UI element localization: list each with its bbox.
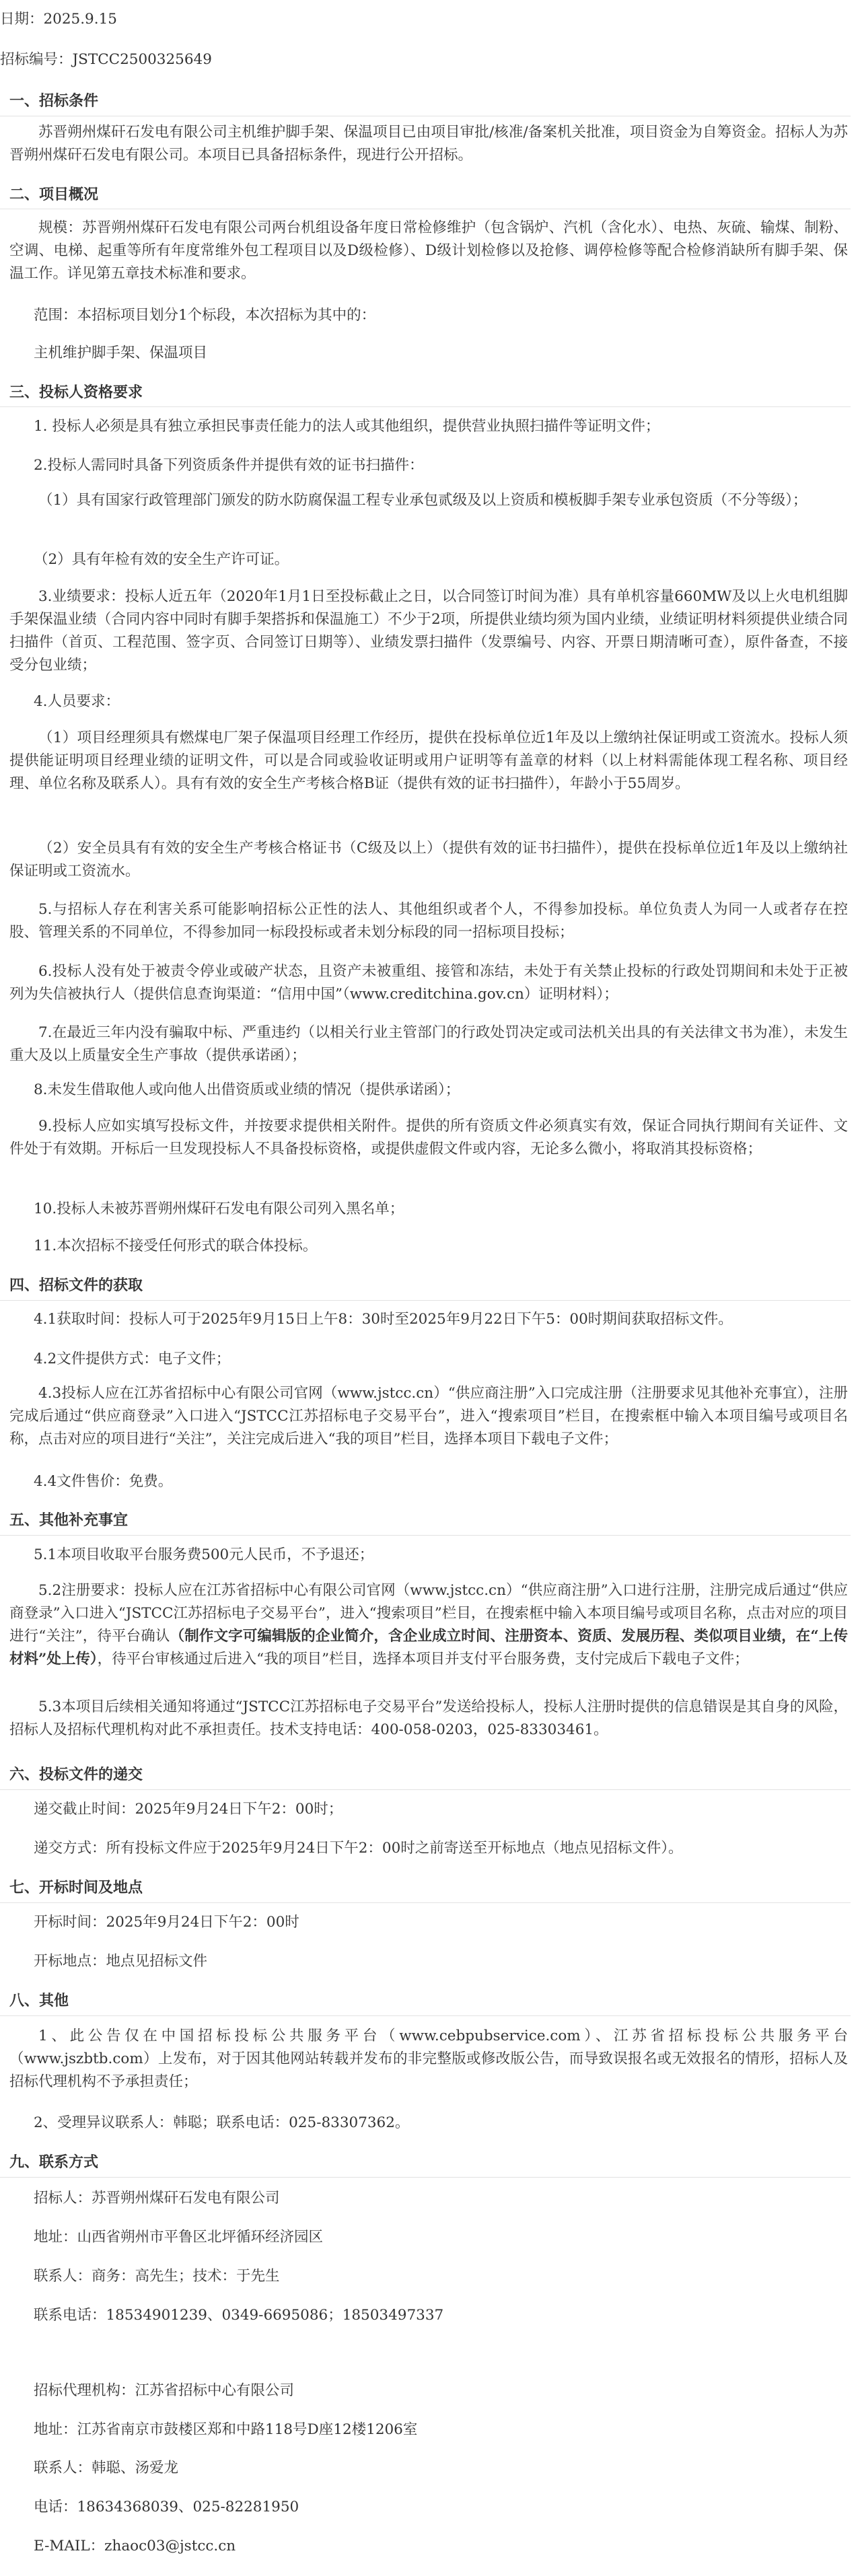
contact-line: 电话：18634368039、025-82281950 bbox=[34, 2499, 299, 2515]
bold-text-run: （制作文字可编辑版的企业简介，含企业成立时间、注册资本、资质、发展历程、类似项目业绩，在“上传材料”处上传） bbox=[9, 1628, 849, 1668]
bid-number: 招标编号：JSTCC2500325649 bbox=[0, 51, 212, 68]
section-title-submission: 六、投标文件的递交 bbox=[9, 1766, 143, 1783]
paragraph: 开标时间：2025年9月24日下午2：00时 bbox=[34, 1914, 299, 1931]
paragraph: 5.3本项目后续相关通知将通过“JSTCC江苏招标电子交易平台”发送给投标人，投标人注册时提供的信息错误是其自身的风险，招标人及招标代理机构对此不承担责任。技术支持电话：400-058-0203，025-83303461。 bbox=[9, 1698, 848, 1738]
contact-line: 联系人：韩聪、汤爱龙 bbox=[34, 2460, 179, 2476]
paragraph: 4.4文件售价：免费。 bbox=[34, 1473, 173, 1490]
section-divider bbox=[0, 1300, 851, 1301]
paragraph: 11.本次招标不接受任何形式的联合体投标。 bbox=[34, 1238, 318, 1254]
paragraph: 5.1本项目收取平台服务费500元人民币，不予退还； bbox=[34, 1546, 374, 1563]
paragraph: 4.人员要求： bbox=[34, 693, 120, 710]
paragraph: 1. 投标人必须是具有独立承担民事责任能力的法人或其他组织，提供营业执照扫描件等证明文件； bbox=[34, 418, 660, 435]
paragraph: 4.3投标人应在江苏省招标中心有限公司官网（www.jstcc.cn）“供应商注册”入口完成注册（注册要求见其他补充事宜），注册完成后通过“供应商登录”入口进入“JSTCC江苏招标电子交易平台”，进入“搜索项目”栏目，在搜索框中输入本项目编号或项目名称，点击对应的项目进行“关注”，关注完成后进入“我的项目”栏目，选择本项目下载电子文件； bbox=[9, 1385, 848, 1447]
section-title-contact: 九、联系方式 bbox=[9, 2153, 99, 2171]
text-run: 5.2注册要求：投标人应在江苏省招标中心有限公司官网（www.jstcc.cn）“供应商注册”入口进行注册，注册完成后通过“供应商登录”入口进入“JSTCC江苏招标电子交易平台”，进入“搜索项目”栏目，在搜索框中输入本项目编号或项目名称，点击对应的项目进行“关注”，待平台确认 bbox=[9, 1582, 848, 1645]
section-divider bbox=[0, 1902, 851, 1903]
paragraph: 7.在最近三年内没有骗取中标、严重违约（以相关行业主管部门的行政处罚决定或司法机关出具的有关法律文书为准），未发生重大及以上质量安全生产事故（提供承诺函）； bbox=[9, 1024, 848, 1064]
paragraph: 8.未发生借取他人或向他人出借资质或业绩的情况（提供承诺函）； bbox=[34, 1081, 460, 1098]
paragraph: 5.与招标人存在利害关系可能影响招标公正性的法人、其他组织或者个人，不得参加投标。单位负责人为同一人或者存在控股、管理关系的不同单位，不得参加同一标段投标或者未划分标段的同一招标项目投标； bbox=[9, 901, 848, 941]
contact-email[interactable]: E-MAIL：zhaoc03@jstcc.cn bbox=[34, 2538, 236, 2554]
paragraph: 递交截止时间：2025年9月24日下午2：00时； bbox=[34, 1801, 343, 1818]
paragraph: 3.业绩要求：投标人近五年（2020年1月1日至投标截止之日，以合同签订时间为准）具有单机容量660MW及以上火电机组脚手架保温业绩（合同内容中同时有脚手架搭拆和保温施工）不少于2项，所提供业绩均须为国内业绩，业绩证明材料须提供业绩合同扫描件（首页、工程范围、签字页、合同签订日期等）、业绩发票扫描件（发票编号、内容、开票日期清晰可查），原件备查，不接受分包业绩； bbox=[9, 588, 848, 674]
paragraph: 10.投标人未被苏晋朔州煤矸石发电有限公司列入黑名单； bbox=[34, 1201, 404, 1217]
text-run: ，待平台审核通过后进入“我的项目”栏目，选择本项目并支付平台服务费，支付完成后下载电子文件； bbox=[97, 1651, 749, 1668]
section-divider bbox=[0, 1535, 851, 1536]
paragraph: 1、此公告仅在中国招标投标公共服务平台（www.cebpubservice.com）、江苏省招标投标公共服务平台（www.jszbtb.com）上发布，对于因其他网站转载并发布的非完整版或修改版公告，而导致误报名或无效报名的情形，招标人及招标代理机构不予承担责任； bbox=[9, 2028, 848, 2090]
contact-line: 联系人：商务：高先生；技术：于先生 bbox=[34, 2268, 280, 2285]
paragraph: （2）具有年检有效的安全生产许可证。 bbox=[34, 551, 289, 568]
paragraph: 6.投标人没有处于被责令停业或破产状态，且资产未被重组、接管和冻结，未处于有关禁止投标的行政处罚期间和未处于正被列为失信被执行人（提供信息查询渠道：“信用中国”（www.creditchina.gov.cn）证明材料）； bbox=[9, 963, 848, 1003]
contact-line: 地址：江苏省南京市鼓楼区郑和中路118号D座12楼1206室 bbox=[34, 2421, 418, 2438]
contact-line: 招标人：苏晋朔州煤矸石发电有限公司 bbox=[34, 2190, 280, 2207]
paragraph: （1）具有国家行政管理部门颁发的防水防腐保温工程专业承包贰级及以上资质和模板脚手架专业承包资质（不分等级）； bbox=[38, 492, 808, 509]
section-title-project-overview: 二、项目概况 bbox=[9, 186, 99, 203]
section-divider bbox=[0, 1789, 851, 1790]
paragraph: 范围：本招标项目划分1个标段，本次招标为其中的： bbox=[34, 307, 376, 324]
contact-line: 联系电话：18534901239、0349-6695086；18503497337 bbox=[34, 2307, 444, 2324]
section-title-bidding-conditions: 一、招标条件 bbox=[9, 92, 99, 110]
paragraph: 2、受理异议联系人：韩聪；联系电话：025-83307362。 bbox=[34, 2114, 410, 2131]
section-title-qualification: 三、投标人资格要求 bbox=[9, 384, 143, 401]
section-divider bbox=[0, 2177, 851, 2178]
section-title-other-matters: 五、其他补充事宜 bbox=[9, 1511, 129, 1529]
section-title-obtain-documents: 四、招标文件的获取 bbox=[9, 1277, 143, 1294]
section-divider bbox=[0, 2015, 851, 2016]
section-divider bbox=[0, 406, 851, 407]
paragraph: 4.1获取时间：投标人可于2025年9月15日上午8：30时至2025年9月22日下午5：00时期间获取招标文件。 bbox=[34, 1311, 733, 1328]
section-title-others: 八、其他 bbox=[9, 1992, 69, 2009]
paragraph: （1）项目经理须具有燃煤电厂架子保温项目经理工作经历，提供在投标单位近1年及以上缴纳社保证明或工资流水。投标人须提供能证明项目经理业绩的证明文件，可以是合同或验收证明或用户证明等有盖章的材料（以上材料需能体现工程名称、项目经理、单位名称及联系人）。具有有效的安全生产考核合格B证（提供有效的证书扫描件），年龄小于55周岁。 bbox=[9, 729, 848, 792]
announcement-date: 日期：2025.9.15 bbox=[0, 11, 117, 28]
paragraph: 4.2文件提供方式：电子文件； bbox=[34, 1351, 231, 1367]
contact-line: 地址：山西省朔州市平鲁区北坪循环经济园区 bbox=[34, 2229, 324, 2246]
paragraph: 2.投标人需同时具备下列资质条件并提供有效的证书扫描件： bbox=[34, 457, 424, 474]
paragraph: 递交方式：所有投标文件应于2025年9月24日下午2：00时之前寄送至开标地点（地点见招标文件）。 bbox=[34, 1840, 683, 1857]
paragraph: 规模：苏晋朔州煤矸石发电有限公司两台机组设备年度日常检修维护（包含锅炉、汽机（含化水）、电热、灰硫、输煤、制粉、空调、电梯、起重等所有年度常维外包工程项目以及D级检修）、D级计划检修以及抢修、调停检修等配合检修消缺所有脚手架、保温工作。详见第五章技术标准和要求。 bbox=[9, 219, 848, 282]
paragraph: 开标地点：地点见招标文件 bbox=[34, 1953, 208, 1970]
paragraph bbox=[9, 1579, 848, 1671]
paragraph: 苏晋朔州煤矸石发电有限公司主机维护脚手架、保温项目已由项目审批/核准/备案机关批准，项目资金为自筹资金。招标人为苏晋朔州煤矸石发电有限公司。本项目已具备招标条件，现进行公开招标。 bbox=[9, 124, 848, 164]
contact-line: 招标代理机构：江苏省招标中心有限公司 bbox=[34, 2382, 295, 2399]
section-title-opening: 七、开标时间及地点 bbox=[9, 1879, 143, 1896]
paragraph: 9.投标人应如实填写投标文件，并按要求提供相关附件。提供的所有资质文件必须真实有效，保证合同执行期间有关证件、文件处于有效期。开标后一旦发现投标人不具备投标资格，或提供虚假文件或内容，无论多么微小，将取消其投标资格； bbox=[9, 1118, 848, 1157]
paragraph: （2）安全员具有有效的安全生产考核合格证书（C级及以上）（提供有效的证书扫描件），提供在投标单位近1年及以上缴纳社保证明或工资流水。 bbox=[9, 840, 848, 880]
paragraph: 主机维护脚手架、保温项目 bbox=[34, 345, 208, 361]
